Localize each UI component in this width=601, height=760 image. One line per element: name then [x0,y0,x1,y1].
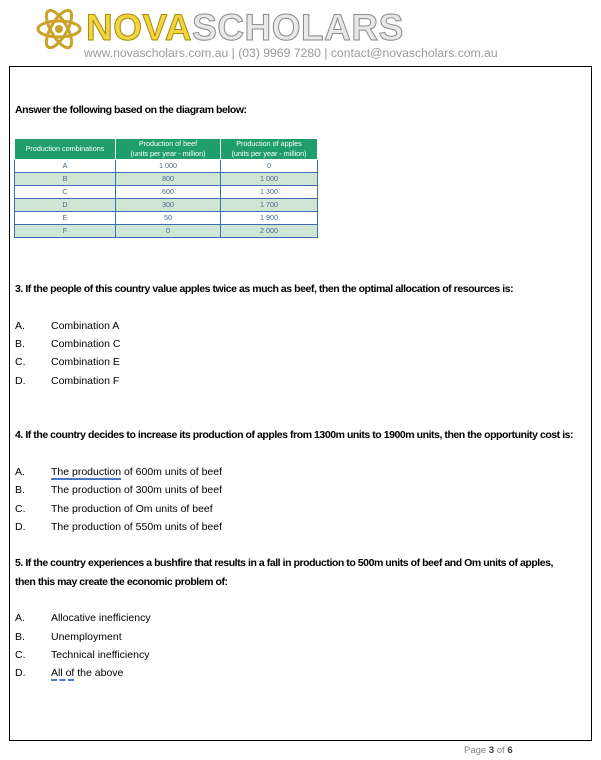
brand-logo-scholars: SCHOLARS [192,7,404,48]
table-header-cell: Production combinations [15,139,116,160]
table-row [15,225,318,238]
table-cell: 50 [116,212,221,225]
q5-option-c: C. Technical inefficiency [15,649,150,661]
brand-logo [86,8,404,48]
atom-logo-icon [36,8,82,50]
table-cell: 1 300 [221,186,318,199]
intro-text: Answer the following based on the diagram below: [15,104,247,116]
q3-option-b: B. Combination C [15,338,121,350]
table-cell: D [15,199,116,212]
table-cell: 0 [116,225,221,238]
table-header-cell: Production of apples (units per year - million) [221,139,318,160]
table-cell: 1 700 [221,199,318,212]
q5-option-d: D. All of the above [15,667,124,679]
q5-option-b: B. Unemployment [15,631,122,643]
table-row [15,199,318,212]
table-cell: 1 900 [221,212,318,225]
header [0,0,601,64]
q3-option-d: D. Combination F [15,375,120,387]
table-row [15,173,318,186]
table-cell: F [15,225,116,238]
contact-line: www.novascholars.com.au | (03) 9969 7280 | contact@novascholars.com.au [84,46,498,60]
q3-option-a: A. Combination A [15,320,120,332]
question-3-text: 3. If the people of this country value apples twice as much as beef, then the optimal allocation of resources is: [15,283,514,295]
grammar-underline: The production [51,466,122,478]
q4-option-a: A. The production of 600m units of beef [15,466,223,478]
table-cell: A [15,160,116,173]
q4-option-b: B. The production of 300m units of beef [15,484,223,496]
grammar-underline: All of [51,667,75,679]
production-table [14,138,318,238]
q4-option-d: D. The production of 550m units of beef [15,521,223,533]
table-cell: 300 [116,199,221,212]
question-5-text-line1: 5. If the country experiences a bushfire that results in a fall in production to 500m units of beef and Om units of apples, [15,557,554,569]
brand-logo-nova: NOVA [86,7,193,48]
question-4-text: 4. If the country decides to increase its production of apples from 1300m units to 1900m units, then the opportunity cost is: [15,429,574,441]
table-cell: 2 000 [221,225,318,238]
table-cell: B [15,173,116,186]
table-cell: 600 [116,186,221,199]
table-cell: 800 [116,173,221,186]
table-cell: E [15,212,116,225]
table-row [15,186,318,199]
q3-option-c: C. Combination E [15,356,120,368]
q5-option-a: A. Allocative inefficiency [15,612,151,624]
table-cell: 0 [221,160,318,173]
table-header-cell: Production of beef (units per year - million) [116,139,221,160]
table-cell: 1 000 [221,173,318,186]
table-cell: C [15,186,116,199]
question-5-text-line2: then this may create the economic problem of: [15,576,228,588]
table-header-row [15,139,318,160]
table-row [15,212,318,225]
q4-option-c: C. The production of Om units of beef [15,503,213,515]
table-row [15,160,318,173]
table-cell: 1 000 [116,160,221,173]
page-number: Page 3 of 6 [464,745,513,756]
